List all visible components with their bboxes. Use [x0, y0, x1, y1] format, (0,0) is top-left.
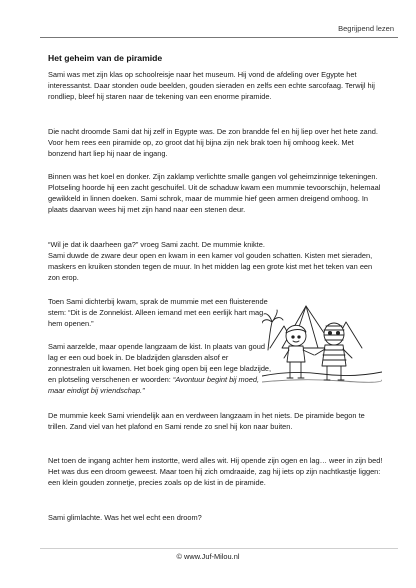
boy-and-mummy-illustration [262, 300, 382, 388]
footer-credit: © www.Juf-Milou.nl [176, 552, 240, 561]
paragraph-3: Binnen was het koel en donker. Zijn zaklamp verlichtte smalle gangen vol geheimzinnige tekeningen. Plotseling hoorde hij een zacht geschuifel. Uit de schaduw kwam een mummie tevoorschijn, helemaal gewikkeld in linnen doeken. Sami schrok, maar de mummie hief geen armen dreigend omhoog. In plaats daarvan wees hij met zijn hand naar een stenen deur. [48, 172, 381, 215]
paragraph-4b: Sami duwde de zware deur open en kwam in een kamer vol gouden schatten. Kisten met sieraden, maskers en kruiken stonden tegen de muur. In het midden lag een grote kist met het teken van een zon erop. [48, 251, 373, 283]
paragraph-2: Die nacht droomde Sami dat hij zelf in Egypte was. De zon brandde fel en hij liep over het hete zand. Voor hem rees een piramide op, zo groot dat hij bijna zijn nek brak toen hij omhoog keek. Met bonzend hart liep hij naar de ingang. [48, 127, 378, 159]
paragraph-1: Sami was met zijn klas op schoolreisje naar het museum. Hij vond de afdeling over Egypte het interessantst. Daar stonden oude beelden, gouden sieraden en zelfs een echte sarcofaag. Terwijl hij rondliep, bleef hij staren naar de tekening van een enorme piramide. [48, 70, 375, 102]
pyramid-icon [270, 306, 362, 348]
paragraph-8: Net toen de ingang achter hem instortte, werd alles wit. Hij opende zijn ogen en lag… weer in zijn bed! Het was dus een droom geweest. Maar toen hij zich omdraaide, zag hij iets op zijn nachtkastje liggen: een klein gouden zonnetje, precies zoals op de kist in de piramide. [48, 456, 383, 488]
paragraph-6 [48, 341, 272, 396]
paragraph-6-text: Sami aarzelde, maar opende langzaam de kist. In plaats van goud lag er een oud boek in. De bladzijden glansden alsof er zonnestralen uit kwamen. Het boek ging open bij een lege bladzijde, en plotseling verschenen er woorden: [48, 342, 272, 385]
paragraph-7: De mummie keek Sami vriendelijk aan en verdween langzaam in het niets. De piramide begon te trillen. Zand viel van het plafond en Sami rende zo snel hij kon naar buiten. [48, 411, 365, 432]
paragraph-9: Sami glimlachte. Was het wel echt een droom? [48, 513, 202, 522]
header-divider [40, 37, 398, 38]
paragraph-4a: “Wil je dat ik daarheen ga?” vroeg Sami zacht. De mummie knikte. [48, 240, 265, 249]
paragraph-6-quote: “Avontuur begint bij moed, maar eindigt bij vriendschap.” [48, 375, 260, 396]
footer-divider [40, 548, 398, 549]
header-label: Begrijpend lezen [338, 24, 394, 33]
story-title: Het geheim van de piramide [48, 53, 163, 63]
paragraph-5: Toen Sami dichterbij kwam, sprak de mummie met een fluisterende stem: “Dit is de Zonnekist. Alleen iemand met een eerlijk hart mag hem openen.” [48, 297, 268, 329]
mummy-icon [315, 323, 352, 380]
boy-icon [284, 325, 314, 378]
